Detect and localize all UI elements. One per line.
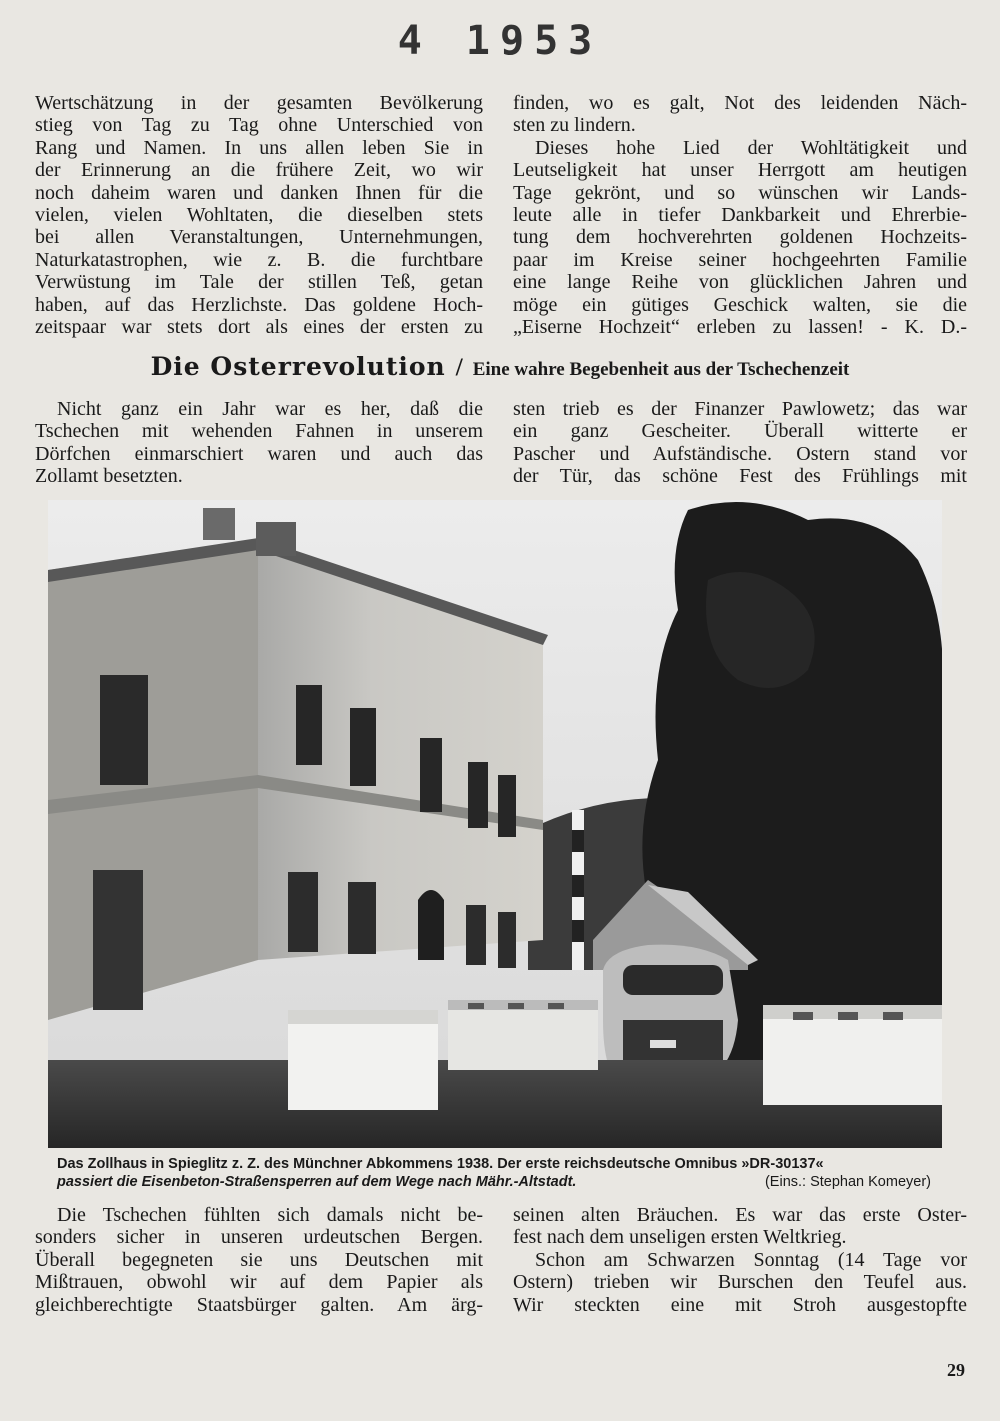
text-line: stieg von Tag zu Tag ohne Unterschied von	[35, 114, 483, 137]
article-subtitle: Eine wahre Begebenheit aus der Tschechenzeit	[472, 359, 850, 380]
photo-illustration	[48, 500, 942, 1148]
text-line: Ostern) trieben wir Burschen den Teufel aus.	[513, 1271, 967, 1294]
text-line: noch daheim waren und danken Ihnen für die	[35, 181, 483, 204]
text-column-top-right	[513, 92, 967, 338]
caption-line-2-text: passiert die Eisenbeton-Straßensperren auf dem Wege nach Mähr.-Altstadt.	[57, 1174, 577, 1190]
text-line: möge ein gütiges Geschick walten, sie die	[513, 293, 967, 316]
page-number: 29	[947, 1360, 965, 1380]
text-line: vielen, vielen Wohltaten, die dieselben stets	[35, 204, 483, 227]
article-headline	[0, 352, 1000, 382]
text-column-bottom-left	[35, 1204, 483, 1316]
text-line: der Tür, das schöne Fest des Frühlings mit	[513, 465, 967, 488]
text-line: eine lange Reihe von glücklichen Jahren und	[513, 271, 967, 294]
text-line: Überall begegneten sie uns Deutschen mit	[35, 1248, 483, 1271]
text-line: Tage gekrönt, und so wünschen wir Lands-	[513, 181, 967, 204]
text-column-bottom-right	[513, 1204, 967, 1316]
text-line: zeitspaar war stets dort als eines der ersten zu	[35, 316, 483, 339]
text-line: ein ganz Gescheiter. Überall witterte er	[513, 420, 967, 443]
caption-line-2	[57, 1173, 941, 1191]
text-line: sonders sicher in unseren urdeutschen Bergen.	[35, 1226, 483, 1249]
text-line: leute alle in tiefer Dankbarkeit und Ehrerbie-	[513, 204, 967, 227]
headline-separator: /	[455, 354, 463, 381]
text-column-mid-left	[35, 398, 483, 488]
text-line: Rang und Namen. In uns allen leben Sie in	[35, 136, 483, 159]
text-line: Tschechen mit wehenden Fahnen in unserem	[35, 420, 483, 443]
text-line: Dieses hohe Lied der Wohltätigkeit und	[535, 136, 967, 159]
text-line: finden, wo es galt, Not des leidenden Näch-	[513, 92, 967, 114]
photo-caption	[57, 1155, 941, 1191]
text-line: sten zu lindern.	[513, 114, 636, 137]
text-line: Die Tschechen fühlten sich damals nicht be-	[57, 1204, 483, 1226]
text-column-top-left	[35, 92, 483, 338]
text-line: Pascher und Aufständische. Ostern stand vor	[513, 442, 967, 465]
text-line: Nicht ganz ein Jahr war es her, daß die	[57, 398, 483, 420]
text-line: Schon am Schwarzen Sonntag (14 Tage vor	[535, 1248, 967, 1271]
text-column-mid-right	[513, 398, 967, 488]
text-line: sten trieb es der Finanzer Pawlowetz; das war	[513, 398, 967, 420]
text-line: haben, auf das Herzlichste. Das goldene Hoch-	[35, 293, 483, 316]
text-line: Naturkatastrophen, wie z. B. die furchtbare	[35, 248, 483, 271]
article-title: Die Osterrevolution	[150, 352, 446, 381]
text-line: Mißtrauen, obwohl wir auf dem Papier als	[35, 1271, 483, 1294]
text-line: Zollamt besetzten.	[35, 465, 183, 488]
text-line: Dörfchen einmarschiert waren und auch das	[35, 442, 483, 465]
handwritten-issue-number: 4 1953	[397, 18, 603, 64]
text-line: gleichberechtigte Staatsbürger galten. Am ärg-	[35, 1293, 483, 1316]
customs-house-photo	[48, 500, 942, 1148]
text-line: bei allen Veranstaltungen, Unternehmungen,	[35, 226, 483, 249]
photo-credit: (Eins.: Stephan Komeyer)	[764, 1174, 931, 1190]
text-line: tung dem hochverehrten goldenen Hochzeits-	[513, 226, 967, 249]
text-line: Verwüstung im Tale der stillen Teß, getan	[35, 271, 483, 294]
text-line: der Erinnerung an die frühere Zeit, wo wir	[35, 159, 483, 182]
text-line: paar im Kreise seiner hochgeehrten Familie	[513, 248, 967, 271]
text-line: Wir steckten eine mit Stroh ausgestopfte	[513, 1293, 967, 1316]
text-line: Wertschätzung in der gesamten Bevölkerung	[35, 92, 483, 114]
text-line: „Eiserne Hochzeit“ erleben zu lassen! - K. D.-	[513, 316, 967, 339]
text-line: seinen alten Bräuchen. Es war das erste Oster-	[513, 1204, 967, 1226]
text-line: Leutseligkeit hat unser Herrgott am heutigen	[513, 159, 967, 182]
text-line: fest nach dem unseligen ersten Weltkrieg.	[513, 1226, 847, 1249]
caption-line-1: Das Zollhaus in Spieglitz z. Z. des Münchner Abkommens 1938. Der erste reichsdeutsche Omnibus »DR-30137«	[57, 1156, 824, 1172]
